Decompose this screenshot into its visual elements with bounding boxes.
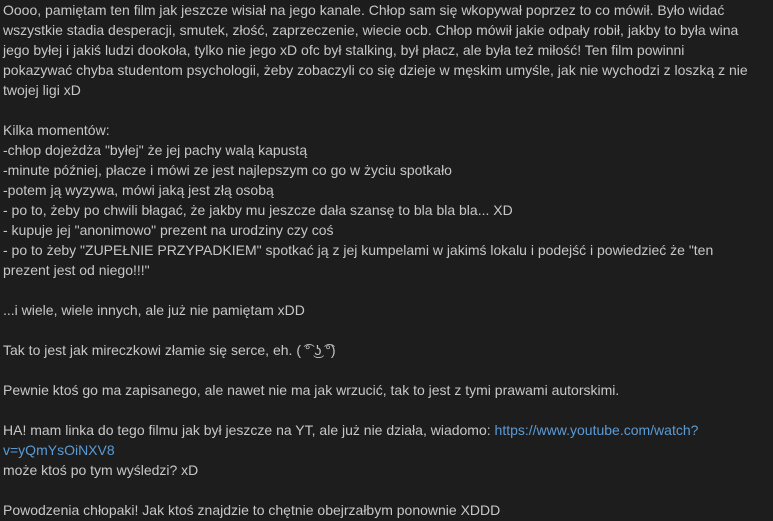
- text-line: Pewnie ktoś go ma zapisanego, ale nawet nie ma jak wrzucić, tak to jest z tymi prawami autorskimi.: [3, 382, 620, 398]
- moments-header: Kilka momentów:: [3, 122, 110, 138]
- moments-list: [3, 120, 773, 280]
- paragraph-gap: [3, 280, 773, 300]
- text-line: Powodzenia chłopaki! Jak ktoś znajdzie to chętnie obejrzałbym ponownie XDDD: [3, 502, 501, 518]
- text-line: ...i wiele, wiele innych, ale już nie pamiętam xDD: [3, 302, 305, 318]
- text-line: jego byłej i jakiś ludzi dookoła, tylko nie jego xD ofc był stalking, był płacz, ale była też miłość! Ten film powinni: [3, 42, 685, 58]
- text-line: [3, 440, 773, 460]
- text-line: twojej ligi xD: [3, 82, 81, 98]
- text-line: pokazywać chyba studentom psychologii, żeby zobaczyli co się dzieje w męskim umyśle, jak nie wychodzi z loszką z nie: [3, 62, 748, 78]
- closing-paragraph: [3, 500, 773, 520]
- list-item: - po to żeby "ZUPEŁNIE PRZYPADKIEM" spotkać ją z jej kumpelami w jakimś lokalu i podejść i powiedzieć że "ten: [3, 242, 714, 258]
- youtube-link[interactable]: https://www.youtube.com/watch?: [494, 422, 699, 438]
- link-paragraph: [3, 420, 773, 480]
- list-item: -chłop dojeżdża "byłej" że jej pachy walą kapustą: [3, 142, 308, 158]
- paragraph-gap: [3, 320, 773, 340]
- text-line: może ktoś po tym wyśledzi? xD: [3, 462, 199, 478]
- saved-copy-paragraph: [3, 380, 773, 400]
- list-item: -potem ją wyzywa, mówi jaką jest złą osobą: [3, 182, 274, 198]
- text-line: Tak to jest jak mireczkowi złamie się serce, eh. ( ͡° ͜ʖ ͡°): [3, 342, 336, 358]
- youtube-link-continued[interactable]: v=yQmYsOiNXV8: [3, 442, 115, 458]
- link-intro-text: HA! mam linka do tego filmu jak był jeszcze na YT, ale już nie działa, wiadomo:: [3, 422, 495, 438]
- list-item: prezent jest od niego!!!": [3, 262, 150, 278]
- text-line: wszystkie stadia desperacji, smutek, złość, zaprzeczenie, wiecie ocb. Chłop mówił jakie odpały robił, jakby to była wina: [3, 22, 739, 38]
- list-item: - po to, żeby po chwili błagać, że jakby mu jeszcze dała szansę to bla bla bla... XD: [3, 202, 513, 218]
- heartbreak-paragraph: [3, 340, 773, 360]
- paragraph-gap: [3, 100, 773, 120]
- text-line: [3, 420, 773, 440]
- list-item: -minute później, płacze i mówi ze jest najlepszym co go w życiu spotkało: [3, 162, 452, 178]
- paragraph-gap: [3, 360, 773, 380]
- paragraph-gap: [3, 480, 773, 500]
- text-line: Oooo, pamiętam ten film jak jeszcze wisiał na jego kanale. Chłop sam się wkopywał poprzez to co mówił. Było widać: [3, 2, 725, 18]
- intro-paragraph: [3, 0, 773, 100]
- list-item: - kupuje jej "anonimowo" prezent na urodziny czy coś: [3, 222, 334, 238]
- paragraph-gap: [3, 400, 773, 420]
- many-more-paragraph: [3, 300, 773, 320]
